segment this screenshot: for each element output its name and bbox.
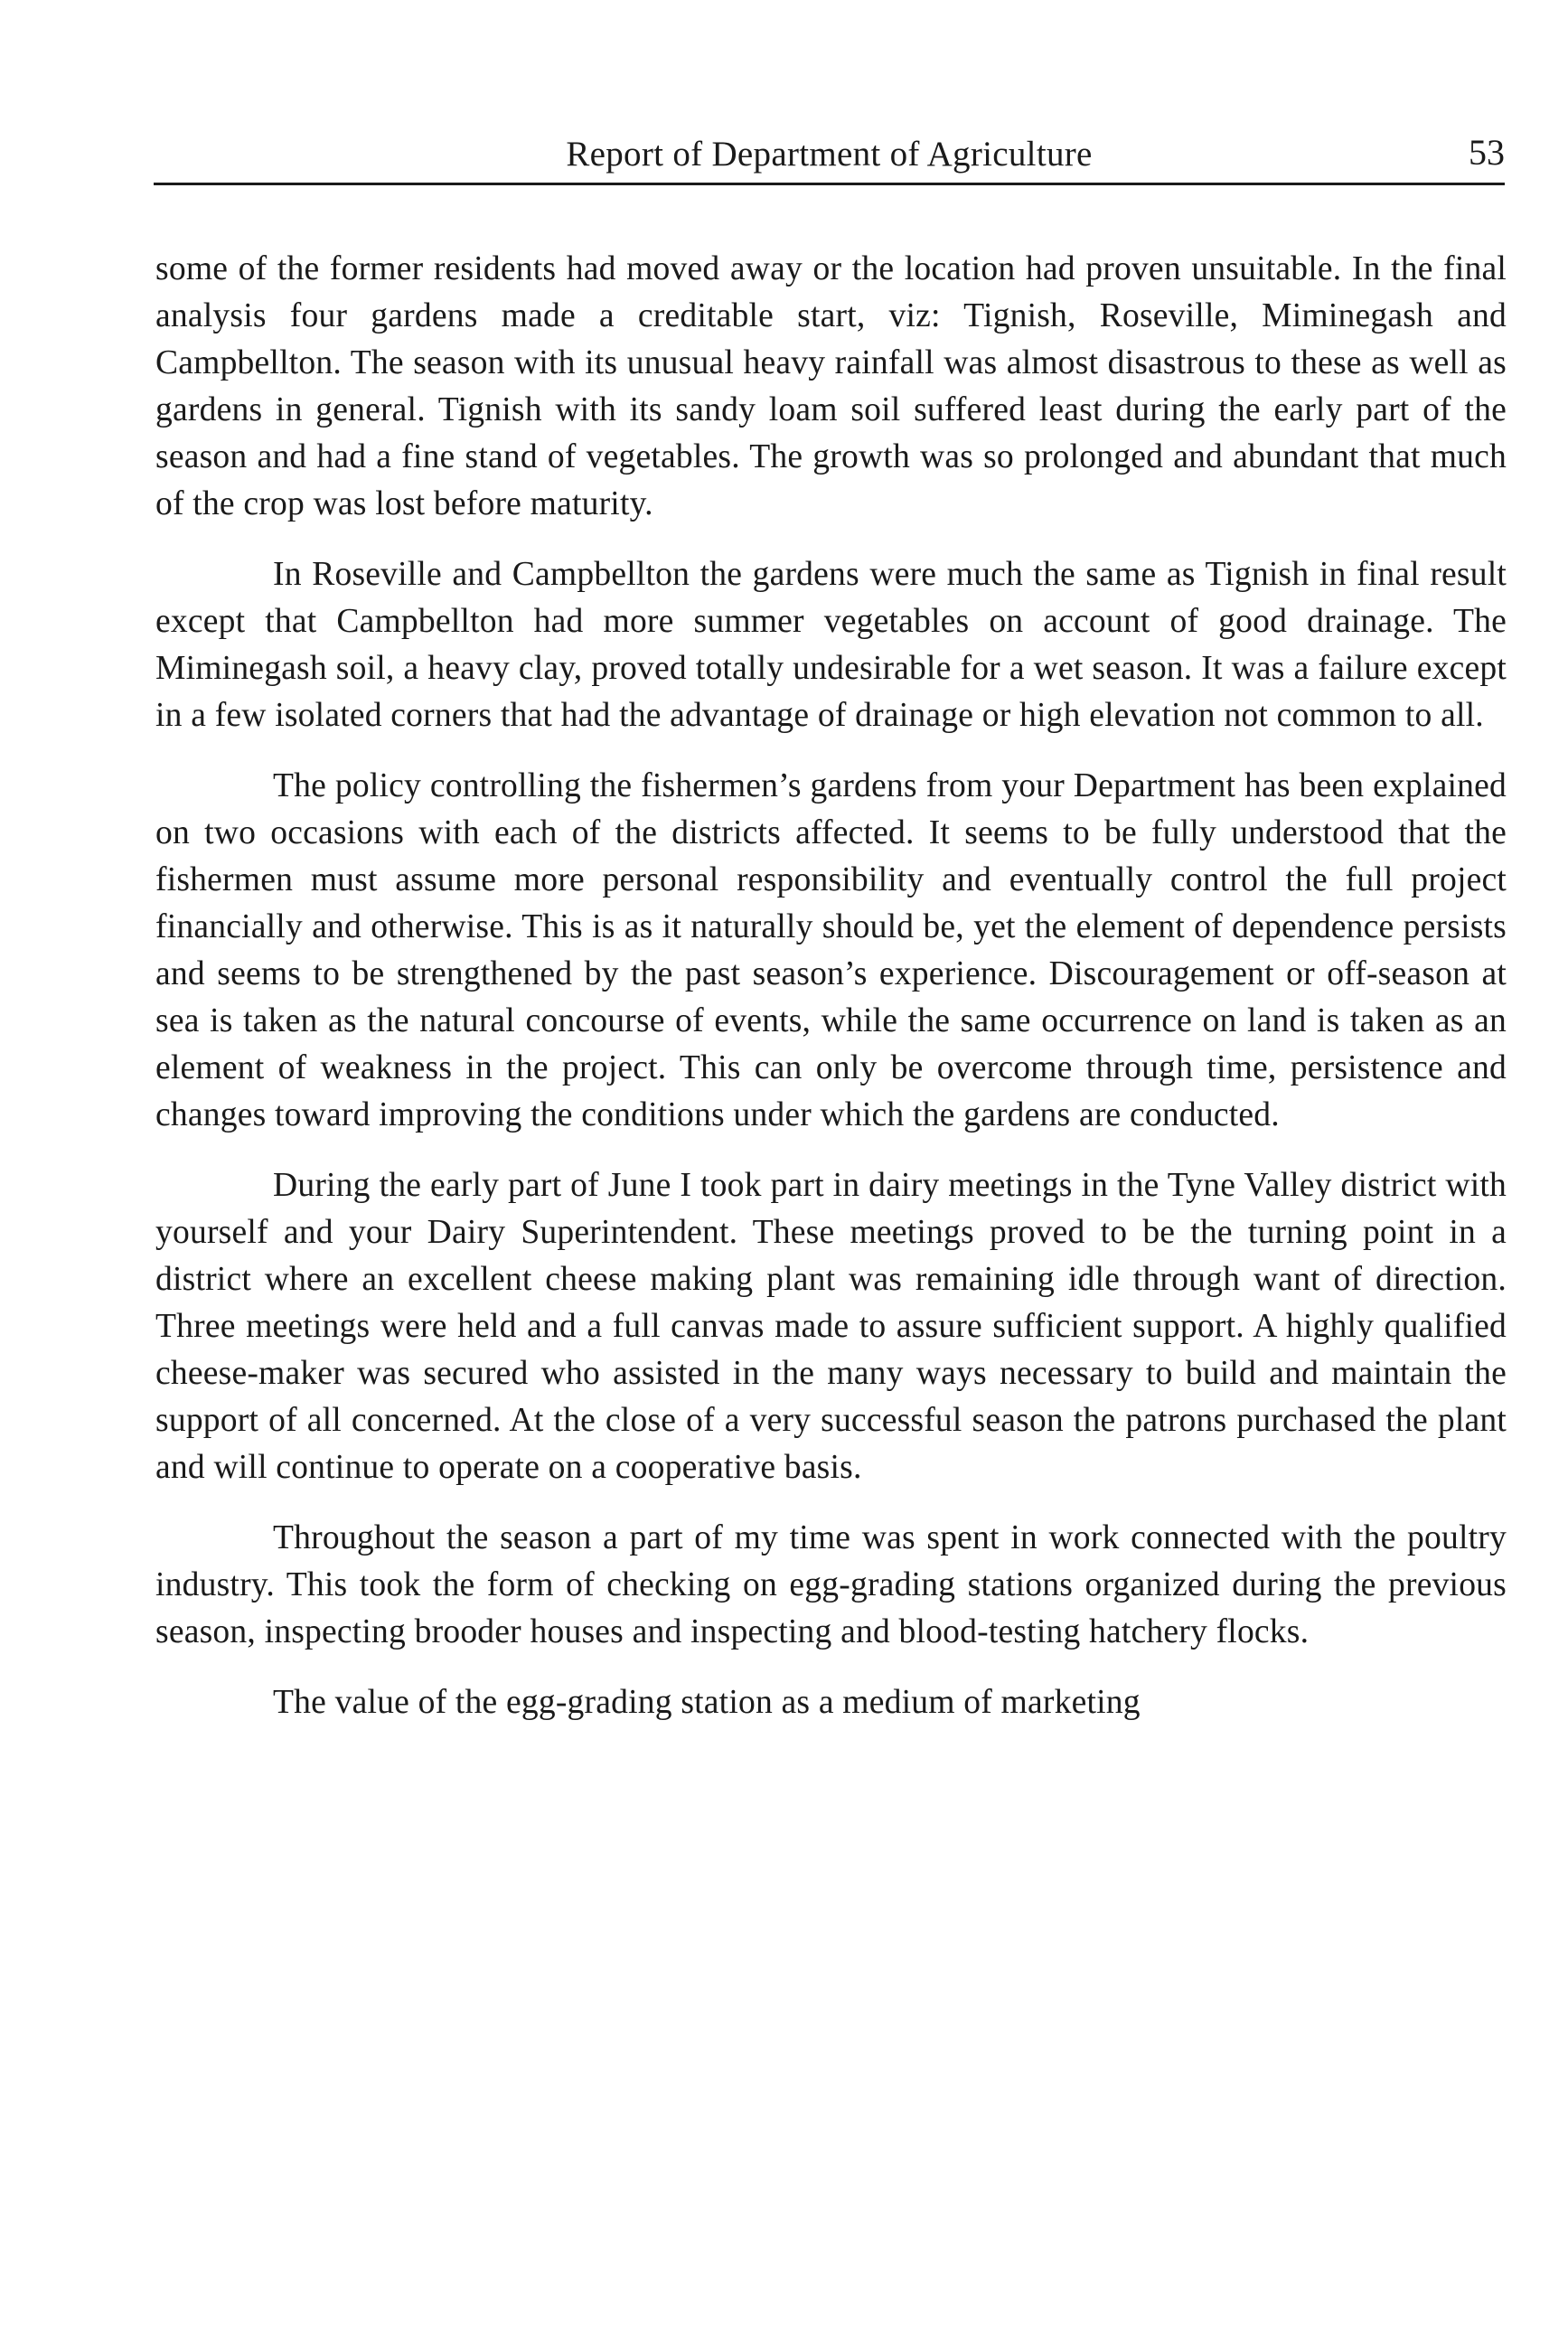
paragraph-fishermens-gardens-policy: The policy controlling the fishermen’s gardens from your Department has been explained on two occasions with each of the districts affected. It seems to be fully understood that the fishermen must assume more personal responsibility and eventually control the full project financially and otherwise. This is as it naturally should be, yet the element of dependence persists and seems to be strengthened by the past season’s experience. Discouragement or off-season at sea is taken as the natural concourse of events, while the same occurrence on land is taken as an element of weakness in the project. This can only be overcome through time, persistence and changes toward improving the conditions under which the gardens are conducted. xyxy=(155,767,1507,1133)
running-head xyxy=(154,127,1505,181)
paragraph-gardens-start: some of the former residents had moved away or the location had proven unsuitable. In the final analysis four gardens made a creditable start, viz: Tignish, Roseville, Miminegash and Campbellton. The season with its unusual heavy rainfall was almost disastrous to these as well as gardens in general. Tignish with its sandy loam soil suffered least during the early part of the season and had a fine stand of vegetables. The growth was so prolonged and abundant that much of the crop was lost before maturity. xyxy=(155,250,1507,522)
paragraph-roseville-campbellton: In Roseville and Campbellton the gardens were much the same as Tignish in final result except that Campbellton had more summer vegetables on account of good drainage. The Miminegash soil, a heavy clay, proved totally undesirable for a wet season. It was a failure except in a few isolated corners that had the advantage of drainage or high elevation not common to all. xyxy=(155,556,1507,734)
running-title: Report of Department of Agriculture xyxy=(566,135,1093,174)
page-number: 53 xyxy=(1469,132,1505,173)
paragraph-dairy-meetings: During the early part of June I took part in dairy meetings in the Tyne Valley district with yourself and your Dairy Superintendent. These meetings proved to be the turning point in a district where an excellent cheese making plant was remaining idle through want of direction. Three meetings were held and a full canvas made to assure sufficient support. A highly qualified cheese-maker was secured who assisted in the many ways necessary to build and maintain the support of all concerned. At the close of a very successful season the patrons purchased the plant and will continue to operate on a cooperative basis. xyxy=(155,1167,1507,1486)
paragraph-egg-grading-value: The value of the egg-grading station as a medium of marketing xyxy=(273,1684,1141,1721)
paragraph-poultry-industry: Throughout the season a part of my time was spent in work connected with the poultry industry. This took the form of checking on egg-grading stations organized during the previous season, inspecting brooder houses and inspecting and blood-testing hatchery flocks. xyxy=(155,1519,1507,1650)
body-text xyxy=(155,246,1507,1726)
header-rule xyxy=(154,183,1505,185)
